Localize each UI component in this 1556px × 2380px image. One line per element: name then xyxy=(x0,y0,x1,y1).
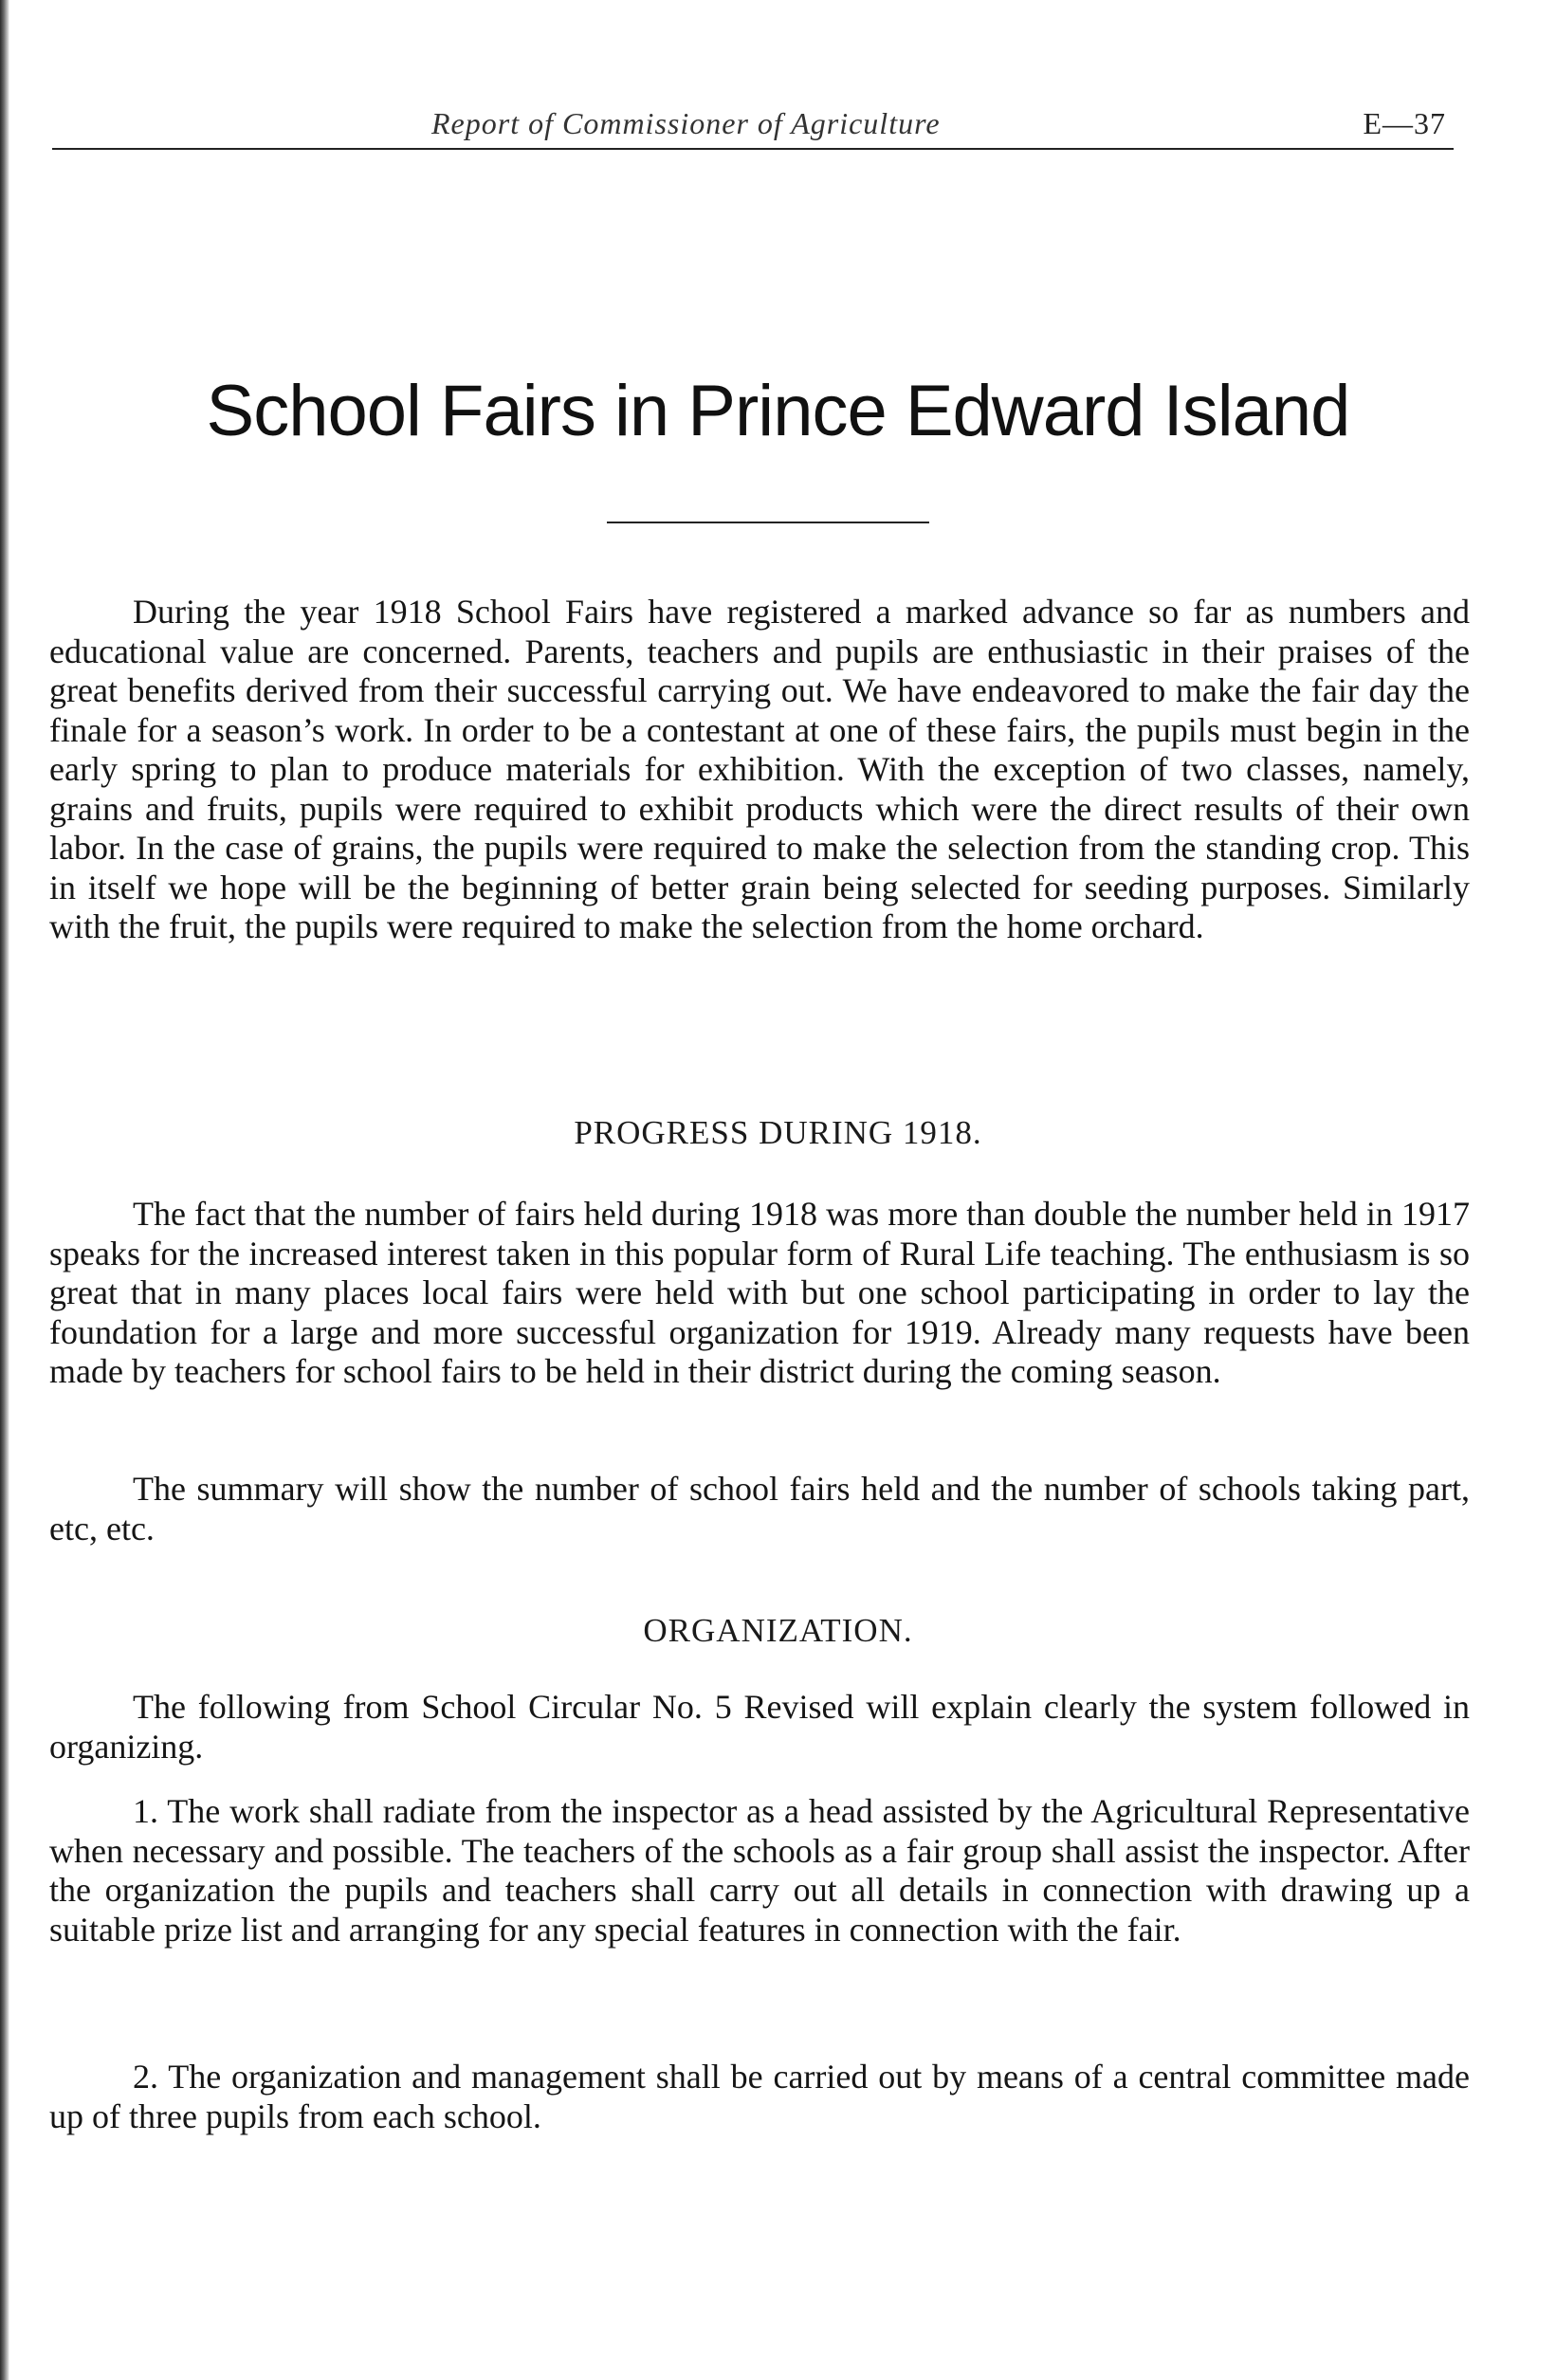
progress-paragraph-2: The summary will show the number of school fairs held and the number of schools taking part, etc, etc. xyxy=(49,1470,1470,1547)
running-head xyxy=(52,99,1454,150)
organization-intro: The following from School Circular No. 5 Revised will explain clearly the system followed in organizing. xyxy=(49,1688,1470,1766)
page-number: E—37 xyxy=(1363,106,1446,140)
organization-item-2 xyxy=(49,2058,1470,2136)
item-text: The organization and management shall be carried out by means of a central committee made up of three pupils from each school. xyxy=(49,2058,1470,2135)
item-text: The work shall radiate from the inspector as a head assisted by the Agricultural Representative when necessary and possible. The teachers of the schools as a fair group shall assist the inspector. After the organization the pupils and teachers shall carry out all details in connection with drawing up a suitable prize list and arranging for any special features in connection with the fair. xyxy=(49,1792,1470,1949)
progress-heading: PROGRESS DURING 1918. xyxy=(574,1114,982,1151)
item-number: 1. xyxy=(133,1792,158,1830)
progress-paragraph-1: The fact that the number of fairs held during 1918 was more than double the number held in 1917 speaks for the increased interest taken in this popular form of Rural Life teaching. The enthusiasm is so great that in many places local fairs were held with but one school participating in order to lay the foundation for a large and more successful organization for 1919. Already many requests have been made by teachers for school fairs to be held in their district during the coming season. xyxy=(49,1195,1470,1390)
scan-edge-shadow xyxy=(0,0,9,2380)
page-title: School Fairs in Prince Edward Island xyxy=(206,371,1350,451)
organization-item-1 xyxy=(49,1792,1470,1950)
running-head-title: Report of Commissioner of Agriculture xyxy=(431,106,941,140)
intro-paragraph: During the year 1918 School Fairs have registered a marked advance so far as numbers and educational value are concerned. Parents, teachers and pupils are enthusiastic in their praises of the great benefits derived from their successful carrying out. We have endeavored to make the fair day the finale for a season’s work. In order to be a contestant at one of these fairs, the pupils must begin in the early spring to plan to produce materials for exhibition. With the exception of two classes, namely, grains and fruits, pupils were required to exhibit products which were the direct results of their own labor. In the case of grains, the pupils were required to make the selection from the standing crop. This in itself we hope will be the beginning of better grain being selected for seeding purposes. Similarly with the fruit, the pupils were required to make the selection from the home orchard. xyxy=(49,593,1470,945)
organization-heading: ORGANIZATION. xyxy=(643,1612,913,1649)
title-divider xyxy=(607,522,929,523)
item-number: 2. xyxy=(133,2058,158,2096)
